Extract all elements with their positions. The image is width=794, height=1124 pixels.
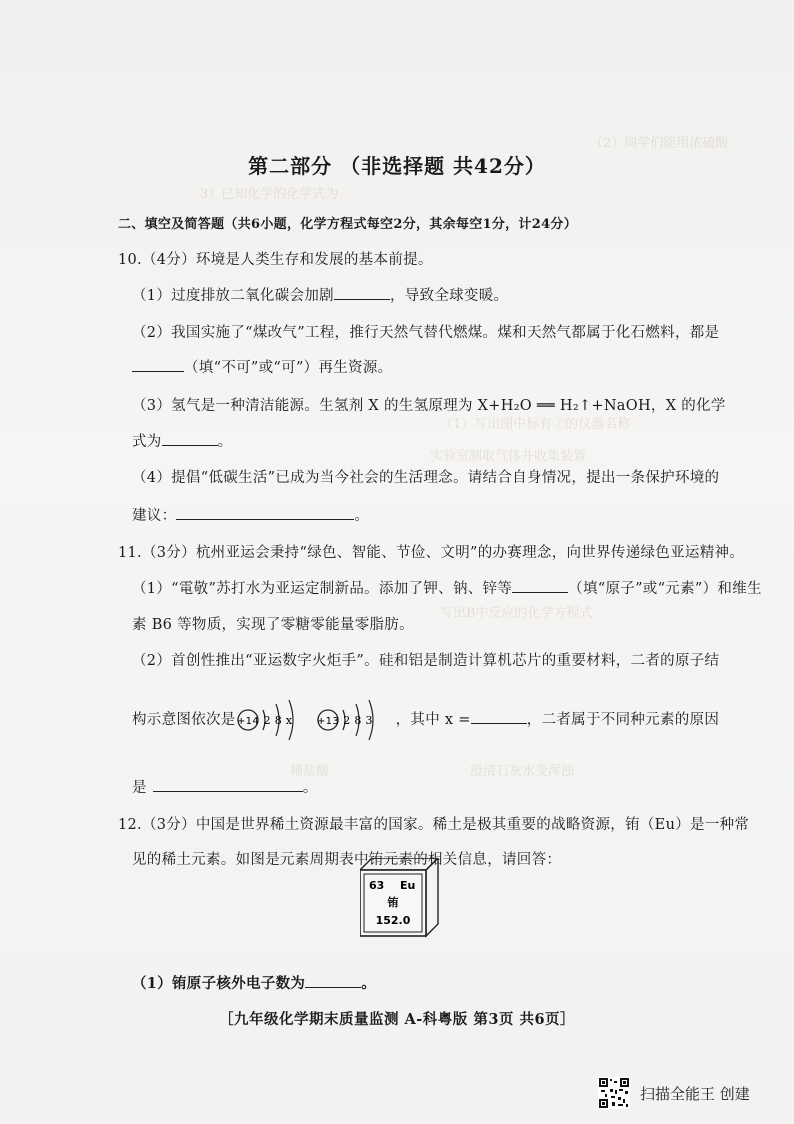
atom2-shells: 2 8 3 xyxy=(342,714,373,727)
bleed-through-text: （1）写出图中标有②的仪器名称 xyxy=(440,417,631,432)
q11-sub2-line1: （2）首创性推出“亚运数字火炬手”。硅和铝是制造计算机芯片的重要材料，二者的原子结 xyxy=(132,653,720,669)
answer-blank[interactable] xyxy=(512,578,568,593)
atom1-shells: 2 8 x xyxy=(263,714,292,727)
section-heading: 二、填空及简答题（共6小题，化学方程式每空2分，其余每空1分，计24分） xyxy=(118,217,578,232)
answer-blank[interactable] xyxy=(176,505,354,520)
q11-sub1-text-after: （填“原子”或“元素”）和维生 xyxy=(568,581,762,597)
q10-intro: 10.（4分）环境是人类生存和发展的基本前提。 xyxy=(118,252,433,268)
q11-sub1-text: （1）“電敬”苏打水为亚运定制新品。添加了钾、钠、锌等 xyxy=(132,581,513,597)
q11-sub2-text-after: ，二者属于不同种元素的原因 xyxy=(526,712,720,728)
q10-sub2-text: （填“不可”或“可”）再生资源。 xyxy=(184,360,393,376)
qr-code-icon xyxy=(598,1077,630,1109)
answer-blank[interactable] xyxy=(471,709,527,724)
q12-intro-line2: 见的稀土元素。如图是元素周期表中铕元素的相关信息，请回答： xyxy=(132,852,562,868)
bleed-through-text: 写出B中反应的化学方程式 xyxy=(440,606,593,621)
q10-sub3-line2 xyxy=(132,430,232,451)
bleed-through-text: 稀盐酸 xyxy=(290,764,330,779)
q10-sub3-line1: （3）氢气是一种清洁能源。生氢剂 X 的生氢原理为 X+H₂O ══ H₂↑+NaOH，X 的化学 xyxy=(132,398,726,414)
bleed-through-text: 3）已知化学的化学式为 xyxy=(200,187,339,202)
aluminum-atom-diagram xyxy=(316,698,396,742)
silicon-atom-diagram xyxy=(236,698,316,742)
element-symbol: Eu xyxy=(400,879,416,892)
part-title: 第二部分 （非选择题 共42分） xyxy=(248,154,546,178)
q12-sub1-text-after: 。 xyxy=(361,975,377,992)
answer-blank[interactable] xyxy=(153,777,303,792)
scanner-watermark-label: 扫描全能王 创建 xyxy=(640,1085,750,1103)
q11-sub2-line3-text: 是 xyxy=(132,780,147,796)
q11-sub2-text-mid: ，其中 x = xyxy=(395,712,471,728)
answer-blank[interactable] xyxy=(334,285,390,300)
q11-sub2-line3 xyxy=(132,776,318,797)
answer-blank[interactable] xyxy=(132,357,184,372)
q10-sub1-text: （1）过度排放二氧化碳会加剧 xyxy=(132,288,334,304)
q10-sub4-text-after: 。 xyxy=(354,508,370,524)
q10-sub4-line2 xyxy=(132,504,369,525)
periodic-table-cell-europium xyxy=(360,858,450,948)
page-footer: ［九年级化学期末质量监测 A-科粤版 第3页 共6页］ xyxy=(218,1011,576,1028)
answer-blank[interactable] xyxy=(162,431,218,446)
element-name: 铕 xyxy=(387,896,399,909)
q11-intro: 11.（3分）杭州亚运会秉持“绿色、智能、节俭、文明”的办赛理念，向世界传递绿色亚运精神。 xyxy=(118,545,745,561)
bleed-through-text: 实验室制取气体并收集装置 xyxy=(430,449,587,464)
q10-sub2-line1: （2）我国实施了“煤改气”工程，推行天然气替代燃煤。煤和天然气都属于化石燃料，都是 xyxy=(132,325,720,341)
q11-sub2-line2 xyxy=(132,698,719,742)
bleed-through-text: （2）同学们能用浓硫酸 xyxy=(590,136,729,151)
q10-sub1 xyxy=(132,284,508,305)
q10-sub1-text-after: ，导致全球变暖。 xyxy=(389,288,509,304)
q11-sub2-line3-after: 。 xyxy=(302,780,318,796)
q11-sub1-line2: 素 B6 等物质，实现了零糖零能量零脂肪。 xyxy=(132,617,414,633)
q10-sub4-line1: （4）提倡“低碳生活”已成为当今社会的生活理念。请结合自身情况，提出一条保护环境的 xyxy=(132,470,720,486)
element-number: 63 xyxy=(369,879,385,892)
atom2-nucleus: +13 xyxy=(316,716,339,727)
q10-sub4-text: 建议： xyxy=(132,508,177,524)
answer-blank[interactable] xyxy=(305,973,361,988)
q10-sub2-line2 xyxy=(132,356,392,377)
q12-sub1-text: （1）铕原子核外电子数为 xyxy=(132,975,306,992)
q12-sub1 xyxy=(132,972,376,993)
atom1-nucleus: +14 xyxy=(236,716,259,727)
q10-sub3-text: 式为 xyxy=(132,434,162,450)
q11-sub1-line1 xyxy=(132,577,762,598)
element-mass: 152.0 xyxy=(375,914,411,927)
q11-sub2-text: 构示意图依次是 xyxy=(132,712,236,728)
bleed-through-text: 澄清石灰水变浑浊 xyxy=(470,764,575,779)
q10-sub3-text-after: 。 xyxy=(217,434,233,450)
q12-intro: 12.（3分）中国是世界稀土资源最丰富的国家。稀土是极其重要的战略资源，铕（Eu）是一种常 xyxy=(118,817,750,833)
